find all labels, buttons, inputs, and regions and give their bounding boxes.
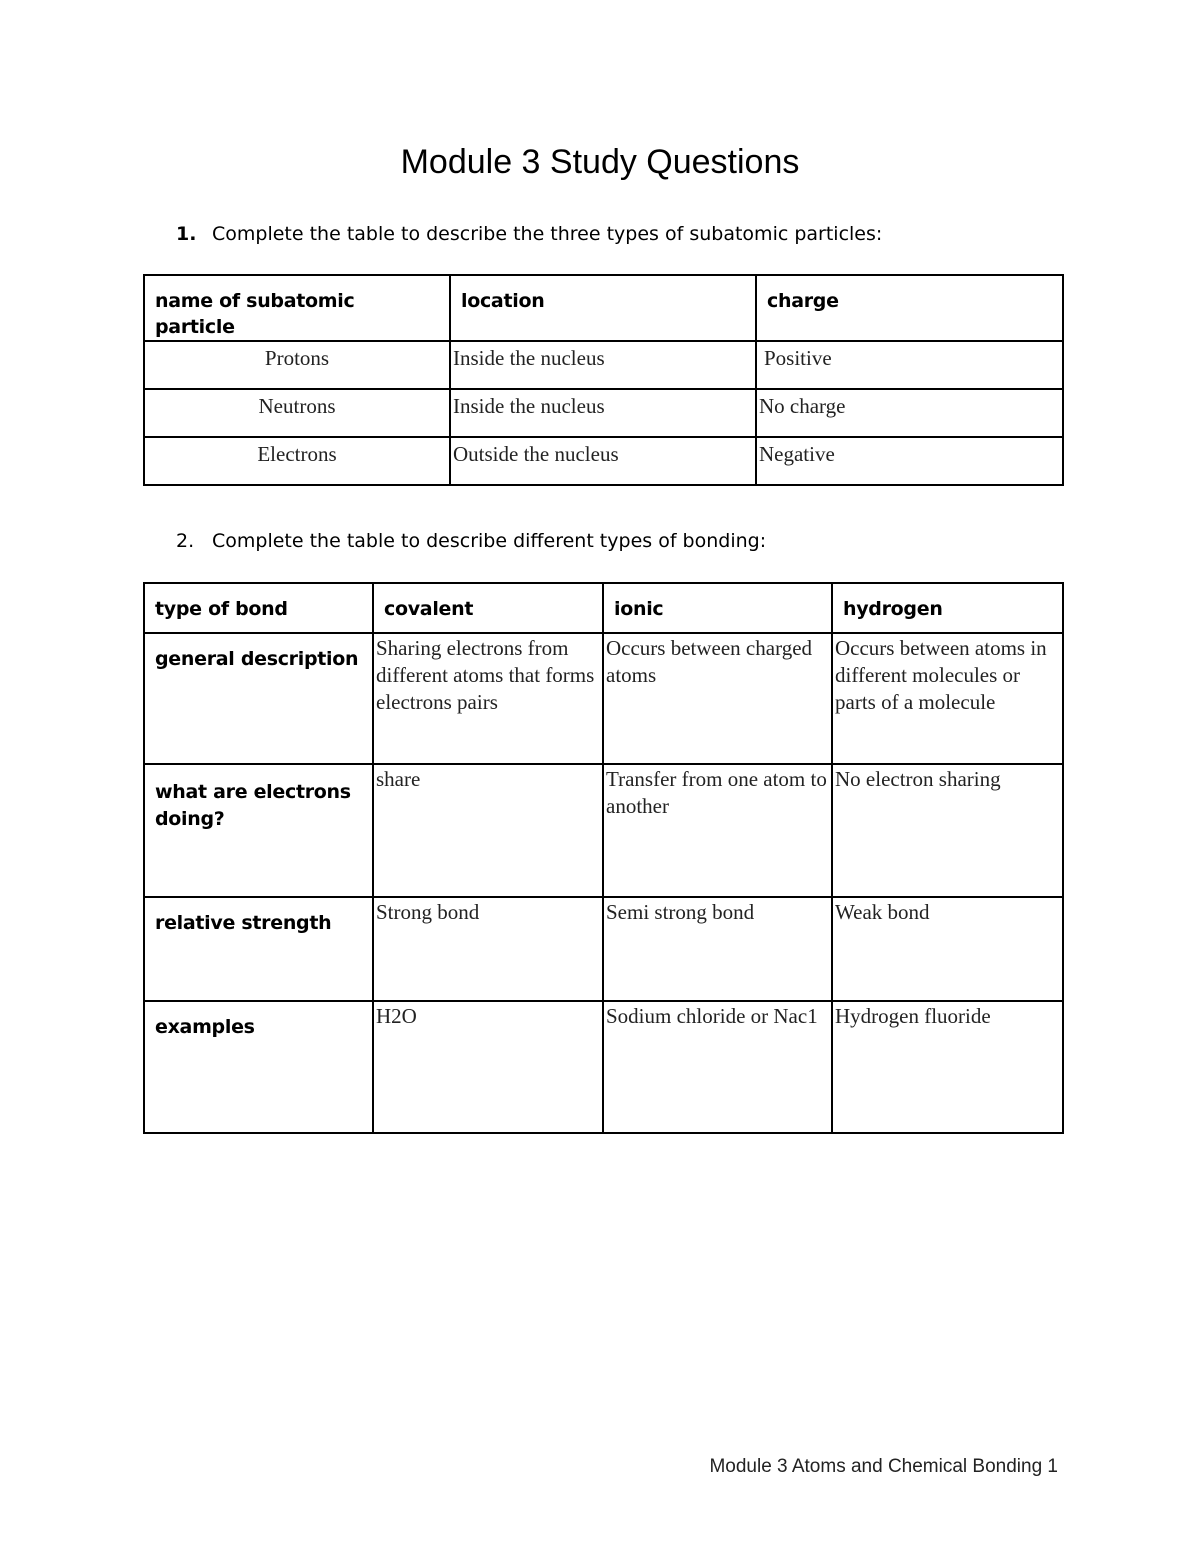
bonding-types-table: [143, 582, 1064, 1134]
table-cell: Hydrogen fluoride: [832, 1001, 1063, 1133]
table-cell: Electrons: [144, 437, 450, 485]
table-cell: Strong bond: [373, 897, 603, 1001]
table-cell: Transfer from one atom to another: [603, 764, 832, 897]
table-cell: Neutrons: [144, 389, 450, 437]
table-row: [144, 389, 1063, 437]
page-footer: Module 3 Atoms and Chemical Bonding 1: [709, 1456, 1058, 1477]
question-2: [176, 527, 766, 555]
table-row: [144, 764, 1063, 897]
table-header-row: [144, 275, 1063, 341]
table-cell: No electron sharing: [832, 764, 1063, 897]
table-cell: share: [373, 764, 603, 897]
row-label: what are electrons doing?: [144, 764, 373, 897]
row-label: general description: [144, 633, 373, 764]
column-header: type of bond: [144, 583, 373, 633]
table-cell: Positive: [756, 341, 1063, 389]
question-text: Complete the table to describe different types of bonding:: [212, 530, 767, 552]
table-row: [144, 341, 1063, 389]
table-cell: Occurs between atoms in different molecules or parts of a molecule: [832, 633, 1063, 764]
table-row: [144, 633, 1063, 764]
subatomic-particles-table: [143, 274, 1064, 486]
table-cell: Negative: [756, 437, 1063, 485]
table-row: [144, 437, 1063, 485]
question-number: 1.: [176, 223, 197, 245]
column-header: hydrogen: [832, 583, 1063, 633]
column-header: covalent: [373, 583, 603, 633]
column-header: charge: [756, 275, 1063, 341]
table-row: [144, 897, 1063, 1001]
table-cell: Outside the nucleus: [450, 437, 756, 485]
column-header: ionic: [603, 583, 832, 633]
table-cell: No charge: [756, 389, 1063, 437]
question-number: 2.: [176, 530, 195, 552]
page-title: Module 3 Study Questions: [400, 143, 800, 181]
table-cell: H2O: [373, 1001, 603, 1133]
table-cell: Inside the nucleus: [450, 341, 756, 389]
table-header-row: [144, 583, 1063, 633]
table-row: [144, 1001, 1063, 1133]
question-text: Complete the table to describe the three types of subatomic particles:: [212, 223, 883, 245]
table-cell: Occurs between charged atoms: [603, 633, 832, 764]
column-header: name of subatomic particle: [144, 275, 450, 341]
table-cell: Semi strong bond: [603, 897, 832, 1001]
table-cell: Inside the nucleus: [450, 389, 756, 437]
table-cell: Protons: [144, 341, 450, 389]
row-label: examples: [144, 1001, 373, 1133]
question-1: [176, 220, 882, 248]
table-cell: Sharing electrons from different atoms that forms electrons pairs: [373, 633, 603, 764]
column-header: location: [450, 275, 756, 341]
row-label: relative strength: [144, 897, 373, 1001]
table-cell: Weak bond: [832, 897, 1063, 1001]
table-cell: Sodium chloride or Nac1: [603, 1001, 832, 1133]
